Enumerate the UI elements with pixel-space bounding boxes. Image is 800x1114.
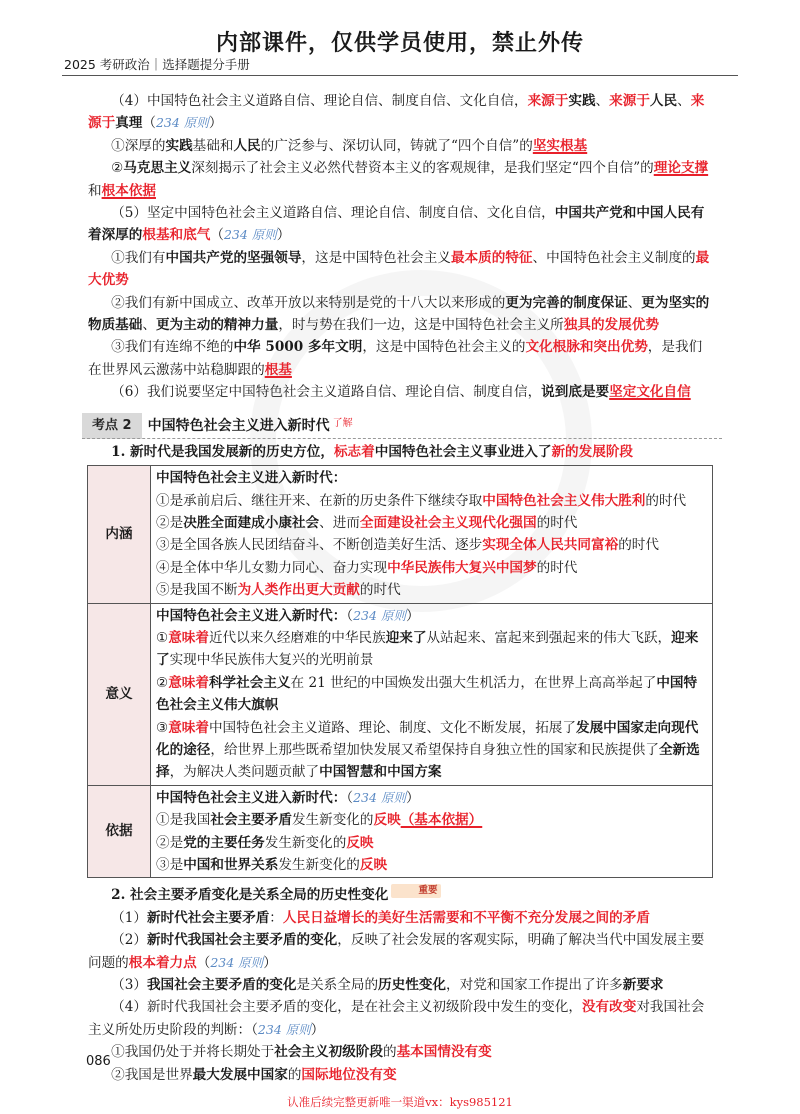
sec2-para-3: （3）我国社会主要矛盾的变化是关系全局的历史性变化，对党和国家工作提出了许多新要求 xyxy=(111,977,664,994)
page-header-subtitle: 2025 考研政治｜选择题提分手册 xyxy=(64,57,250,72)
row-label: 意义 xyxy=(88,603,151,785)
para-4-2: ②马克思主义深刻揭示了社会主义必然代替资本主义的客观规律，是我们坚定“四个自信”的理论支撑和根本依据 xyxy=(88,160,709,199)
kaodian-note: 了解 xyxy=(332,417,353,429)
footer-notice: 认准后续完整更新唯一渠道vx：kys985121 xyxy=(287,1095,513,1109)
row-content: 中国特色社会主义进入新时代：（234 原则） ①是我国社会主要矛盾发生新变化的反映（基本依据） ②是党的主要任务发生新变化的反映 ③是中国和世界关系发生新变化的反映 xyxy=(151,785,713,878)
sec1-title: 1. 新时代是我国发展新的历史方位，标志着中国特色社会主义事业进入了新的发展阶段 xyxy=(111,443,634,460)
para-5-3: ③我们有连绵不绝的中华 5000 多年文明，这是中国特色社会主义的文化根脉和突出优势，是我们在世界风云激荡中站稳脚跟的根基 xyxy=(88,339,703,378)
page-header-title: 内部课件，仅供学员使用，禁止外传 xyxy=(215,31,584,56)
new-era-table xyxy=(87,465,713,878)
row-content: 中国特色社会主义进入新时代： ①是承前启后、继往开来、在新的历史条件下继续夺取中国特色社会主义伟大胜利的时代 ②是决胜全面建成小康社会、进而全面建设社会主义现代化强国的时代 ③是全国各族人民团结奋斗、不断创造美好生活、逐步实现全体人民共同富裕的时代 ④是全体中华儿女勠力同心、奋力实现中华民族伟大复兴中国梦的时代 ⑤是我国不断为人类作出更大贡献的时代 xyxy=(151,466,713,603)
page-content xyxy=(88,90,714,1086)
important-badge: 重要 xyxy=(391,884,441,898)
para-5: （5）坚定中国特色社会主义道路自信、理论自信、制度自信、文化自信，中国共产党和中国人民有着深厚的根基和底气（234 原则） xyxy=(88,205,705,244)
kaodian-badge: 考点 2 xyxy=(82,413,142,439)
sec2-para-2: （2）新时代我国社会主要矛盾的变化，反映了社会发展的客观实际，明确了解决当代中国发展主要问题的根本着力点（234 原则） xyxy=(88,932,705,971)
kaodian-divider xyxy=(82,438,722,439)
table-row xyxy=(88,603,713,785)
table-row xyxy=(88,785,713,878)
para-5-2: ②我们有新中国成立、改革开放以来特别是党的十八大以来形成的更为完善的制度保证、更为坚实的物质基础、更为主动的精神力量，时与势在我们一边，这是中国特色社会主义所独具的发展优势 xyxy=(88,294,710,334)
para-5-1: ①我们有中国共产党的坚强领导，这是中国特色社会主义最本质的特征、中国特色社会主义制度的最大优势 xyxy=(88,249,710,289)
kaodian-2-heading xyxy=(82,413,714,439)
para-4: （4）中国特色社会主义道路自信、理论自信、制度自信、文化自信，来源于实践、来源于人民、来源于真理（234 原则） xyxy=(88,93,705,132)
page-number: 086 xyxy=(86,1054,111,1069)
kaodian-title: 中国特色社会主义进入新时代 xyxy=(147,417,330,434)
row-label: 内涵 xyxy=(88,466,151,603)
sec2-title: 2. 社会主要矛盾变化是关系全局的历史性变化 重要 xyxy=(88,884,714,906)
row-content: 中国特色社会主义进入新时代：（234 原则） ①意味着近代以来久经磨难的中华民族迎来了从站起来、富起来到强起来的伟大飞跃，迎来了实现中华民族伟大复兴的光明前景 ②意味着科学社会主义在 21 世纪的中国焕发出强大生机活力，在世界上高高举起了中国特色社会主义伟大旗帜 ③意味着中国特色社会主义道路、理论、制度、文化不断发展，拓展了发展中国家走向现代化的途径，给世界上那些既希望加快发展又希望保持自身独立性的国家和民族提供了全新选择，为解决人类问题贡献了中国智慧和中国方案 xyxy=(151,603,713,785)
sec2-para-4-1: ①我国仍处于并将长期处于社会主义初级阶段的基本国情没有变 xyxy=(111,1044,492,1061)
table-row xyxy=(88,466,713,603)
para-4-1: ①深厚的实践基础和人民的广泛参与、深切认同，铸就了“四个自信”的坚实根基 xyxy=(111,137,588,154)
para-6: （6）我们说要坚定中国特色社会主义道路自信、理论自信、制度自信，说到底是要坚定文化自信 xyxy=(111,384,691,401)
sec2-para-4-2: ②我国是世界最大发展中国家的国际地位没有变 xyxy=(111,1066,397,1083)
header-divider xyxy=(62,75,738,76)
row-label: 依据 xyxy=(88,785,151,878)
sec2-para-4: （4）新时代我国社会主要矛盾的变化，是在社会主义初级阶段中发生的变化，没有改变对我国社会主义所处历史阶段的判断：（234 原则） xyxy=(88,999,705,1038)
sec2-para-1: （1）新时代社会主要矛盾：人民日益增长的美好生活需要和不平衡不充分发展之间的矛盾 xyxy=(111,909,650,926)
